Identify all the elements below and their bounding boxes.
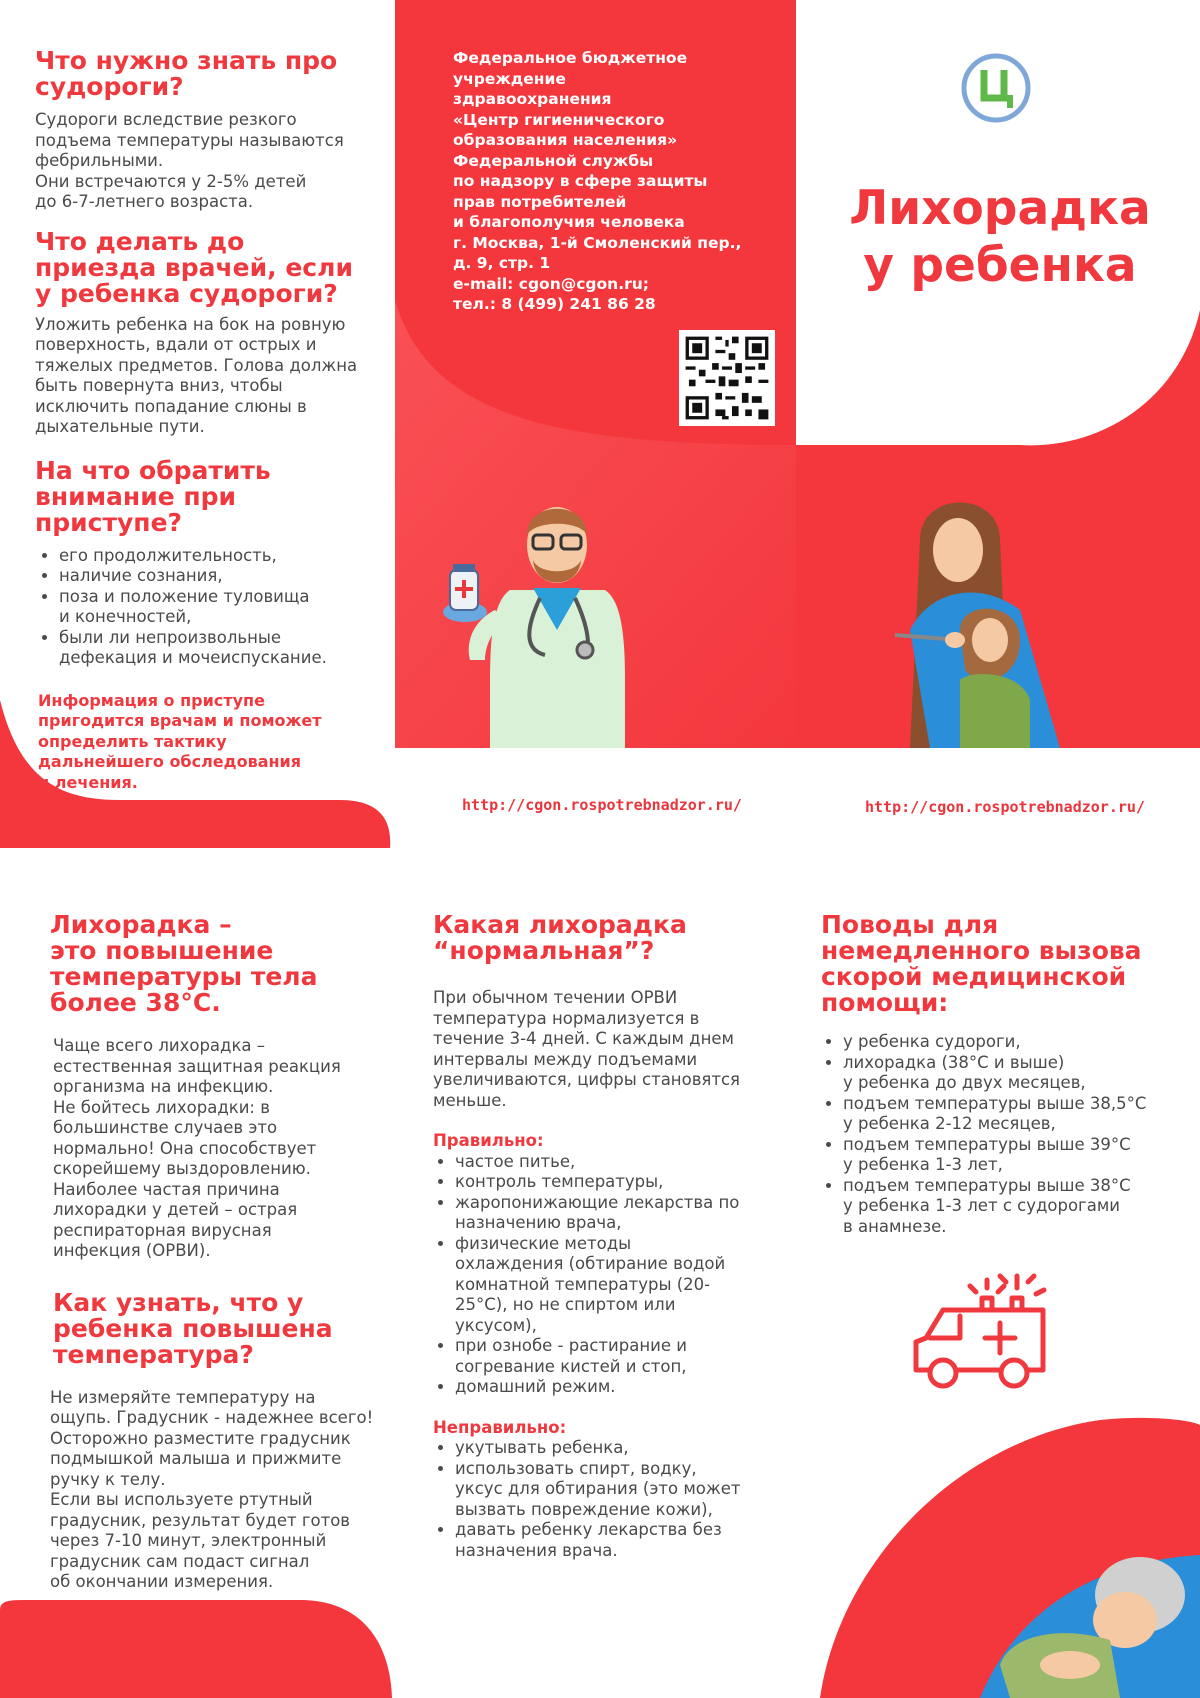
org-address: Федеральное бюджетное учреждение здравоохранения «Центр гигиенического образования населения» Федеральной службы по надзору в сфере защиты прав потребителей и благополучия человека г. Москва, 1-й Смоленский пер., д. 9, стр. 1 e-mail: cgon@cgon.ru; тел.: 8 (499) 241 86 28 — [453, 49, 742, 313]
list-item: • подъем температуры выше 38,5°С у ребенка 2-12 месяцев, — [843, 1094, 1191, 1135]
left-panel — [35, 48, 375, 793]
normal-fever-text: При обычном течении ОРВИ температура нормализуется в течение 3-4 дней. С каждым днем интервалы между подъемами увеличиваются, цифры становятся меньше. — [433, 988, 740, 1110]
attention-list — [35, 546, 375, 669]
list-item: • подъем температуры выше 39°С у ребенка 1-3 лет, — [843, 1135, 1191, 1176]
main-title: Лихорадка у ребенка — [849, 181, 1151, 293]
wrong-list — [433, 1438, 763, 1561]
list-item: • жаропонижающие лекарства по назначению врача, — [455, 1193, 763, 1234]
list-item: • частое питье, — [455, 1152, 763, 1173]
doctor-illustration — [435, 480, 665, 748]
list-item: • подъем температуры выше 38°С у ребенка 1-3 лет с судорогами в анамнезе. — [843, 1176, 1191, 1238]
list-item: • использовать спирт, водку, уксус для обтирания (это может вызвать повреждение кожи), — [455, 1459, 763, 1521]
before-doctors-text: Уложить ребенка на бок на ровную поверхность, вдали от острых и тяжелых предметов. Голова должна быть повернута вниз, чтобы исключить попадание слюны в дыхательные пути. — [35, 314, 358, 436]
right-label: Правильно: — [433, 1131, 544, 1150]
heading-seizures: Что нужно знать про судороги? — [35, 46, 338, 101]
list-item: • давать ребенку лекарства без назначения врача. — [455, 1520, 763, 1561]
seizures-text: Судороги вследствие резкого подъема температуры называются фебрильными. Они встречаются у 2-5% детей до 6-7-летнего возраста. — [35, 110, 344, 211]
list-item: • контроль температуры, — [455, 1172, 763, 1193]
info-note: Информация о приступе пригодится врачам и поможет определить тактику дальнейшего обследования и лечения. — [38, 690, 322, 792]
list-item: • его продолжительность, — [59, 546, 375, 567]
measure-text: Не измеряйте температуру на ощупь. Градусник - надежнее всего! Осторожно разместите градусник подмышкой малыша и прижмите ручку к телу. Если вы используете ртутный градусник, результат будет готов через 7-10 минут, электронный градусник сам подаст сигнал об окончании измерения. — [50, 1387, 374, 1591]
mother-child-illustration — [890, 480, 1090, 748]
bottom-left-panel — [50, 912, 380, 1593]
list-item: • поза и положение туловища и конечностей, — [59, 587, 375, 628]
sick-child-illustration — [990, 1525, 1200, 1698]
heading-normal-fever: Какая лихорадка “нормальная”? — [433, 910, 687, 965]
list-item: • укутывать ребенка, — [455, 1438, 763, 1459]
wrong-label: Неправильно: — [433, 1417, 567, 1437]
heading-attention: На что обратить внимание при приступе? — [35, 455, 271, 537]
list-item: • при ознобе - растирание и согревание кистей и стоп, — [455, 1336, 763, 1377]
list-item: • были ли непроизвольные дефекация и мочеиспускание. — [59, 628, 375, 669]
bottom-middle-panel — [433, 912, 763, 1561]
emergency-list — [821, 1032, 1191, 1237]
list-item: • наличие сознания, — [59, 566, 375, 587]
ambulance-icon — [908, 1268, 1053, 1396]
heading-fever-definition: Лихорадка – это повышение температуры тела более 38°С. — [50, 910, 318, 1017]
website-link-middle[interactable]: http://cgon.rospotrebnadzor.ru/ — [462, 796, 742, 814]
bottom-right-panel — [821, 912, 1191, 1237]
right-list — [433, 1152, 763, 1398]
cgon-logo — [960, 52, 1032, 124]
heading-before-doctors: Что делать до приезда врачей, если у ребенка судороги? — [35, 226, 353, 308]
list-item: • домашний режим. — [455, 1377, 763, 1398]
fever-text: Чаще всего лихорадка – естественная защитная реакция организма на инфекцию. Не бойтесь лихорадки: в большинстве случаев это нормально! Она способствует скорейшему выздоровлению. Наиболее частая причина лихорадки у детей – острая респираторная вирусная инфекция (ОРВИ). — [53, 1036, 341, 1260]
website-link-right[interactable]: http://cgon.rospotrebnadzor.ru/ — [865, 798, 1145, 816]
heading-emergency: Поводы для немедленного вызова скорой медицинской помощи: — [821, 910, 1142, 1017]
heading-how-to-know: Как узнать, что у ребенка повышена температура? — [53, 1287, 333, 1369]
list-item: • физические методы охлаждения (обтирание водой комнатной температуры (20- 25°С), но не спиртом или уксусом), — [455, 1234, 763, 1337]
qr-code — [679, 330, 775, 426]
list-item: • у ребенка судороги, — [843, 1032, 1191, 1053]
list-item: • лихорадка (38°С и выше) у ребенка до двух месяцев, — [843, 1053, 1191, 1094]
